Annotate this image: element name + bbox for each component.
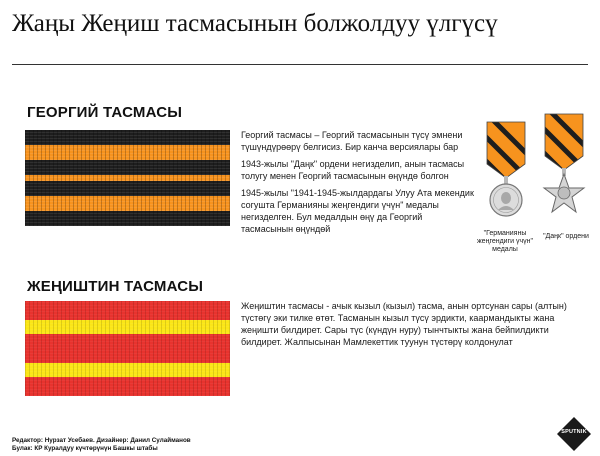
victory-ribbon-heading: ЖЕҢИШТИН ТАСМАСЫ	[27, 278, 204, 295]
victory-description: Жеңиштин тасмасы - ачык кызыл (кызыл) тасма, анын ортсунан сары (алтын) түстөгү эки тилке өтөт. Тасманын кызыл түсү эрдикти, каармандыкты жана жеңишти билдирет. Сары түс (күндүн нуру) тынчтыкты жана бейпилдикти билдирет. Жалпысынан Мамлекеттик туунун түстөрү колдонулат	[241, 301, 567, 347]
glory-order-caption: "Даңк" ордени	[543, 233, 589, 240]
george-description	[241, 129, 476, 240]
george-paragraph-3: 1945-жылы "1941-1945-жылдардагы Улуу Ата мекендик согушта Германияны жеңгендиги үчүн" медалы негизделген. Бул медалдын өңү да Георгий тасмасынын өңүндөй	[241, 188, 474, 234]
george-paragraph-2: 1943-жылы "Даңк" ордени негизделип, анын тасмасы толугу менен Георгий тасмасынын өңүндө болгон	[241, 159, 465, 181]
victory-medal-icon	[479, 120, 533, 220]
credits-source: Булак: КР Куралдуу күчтөрүнүн Башкы штабы	[12, 445, 158, 452]
credits-editor: Редактор: Нурзат Усебаев. Дизайнер: Данил Сулайманов	[12, 437, 191, 444]
victory-medal-caption: "Германияны жеңгендиги үчүн" медалы	[477, 230, 533, 253]
george-ribbon	[25, 130, 230, 226]
title-divider	[12, 64, 588, 65]
credits	[12, 437, 191, 453]
george-paragraph-1: Георгий тасмасы – Георгий тасмасынын түсү эмнени түшүндүрөөрү белгисиз. Бир канча версиялары бар	[241, 130, 463, 152]
victory-ribbon	[25, 301, 230, 396]
george-ribbon-heading: ГЕОРГИЙ ТАСМАСЫ	[27, 104, 183, 121]
sputnik-logo-text: SPUTNIK	[561, 429, 587, 435]
page-title: Жаңы Жеңиш тасмасынын болжолдуу үлгүсү	[12, 10, 498, 37]
glory-order-icon	[537, 112, 591, 222]
